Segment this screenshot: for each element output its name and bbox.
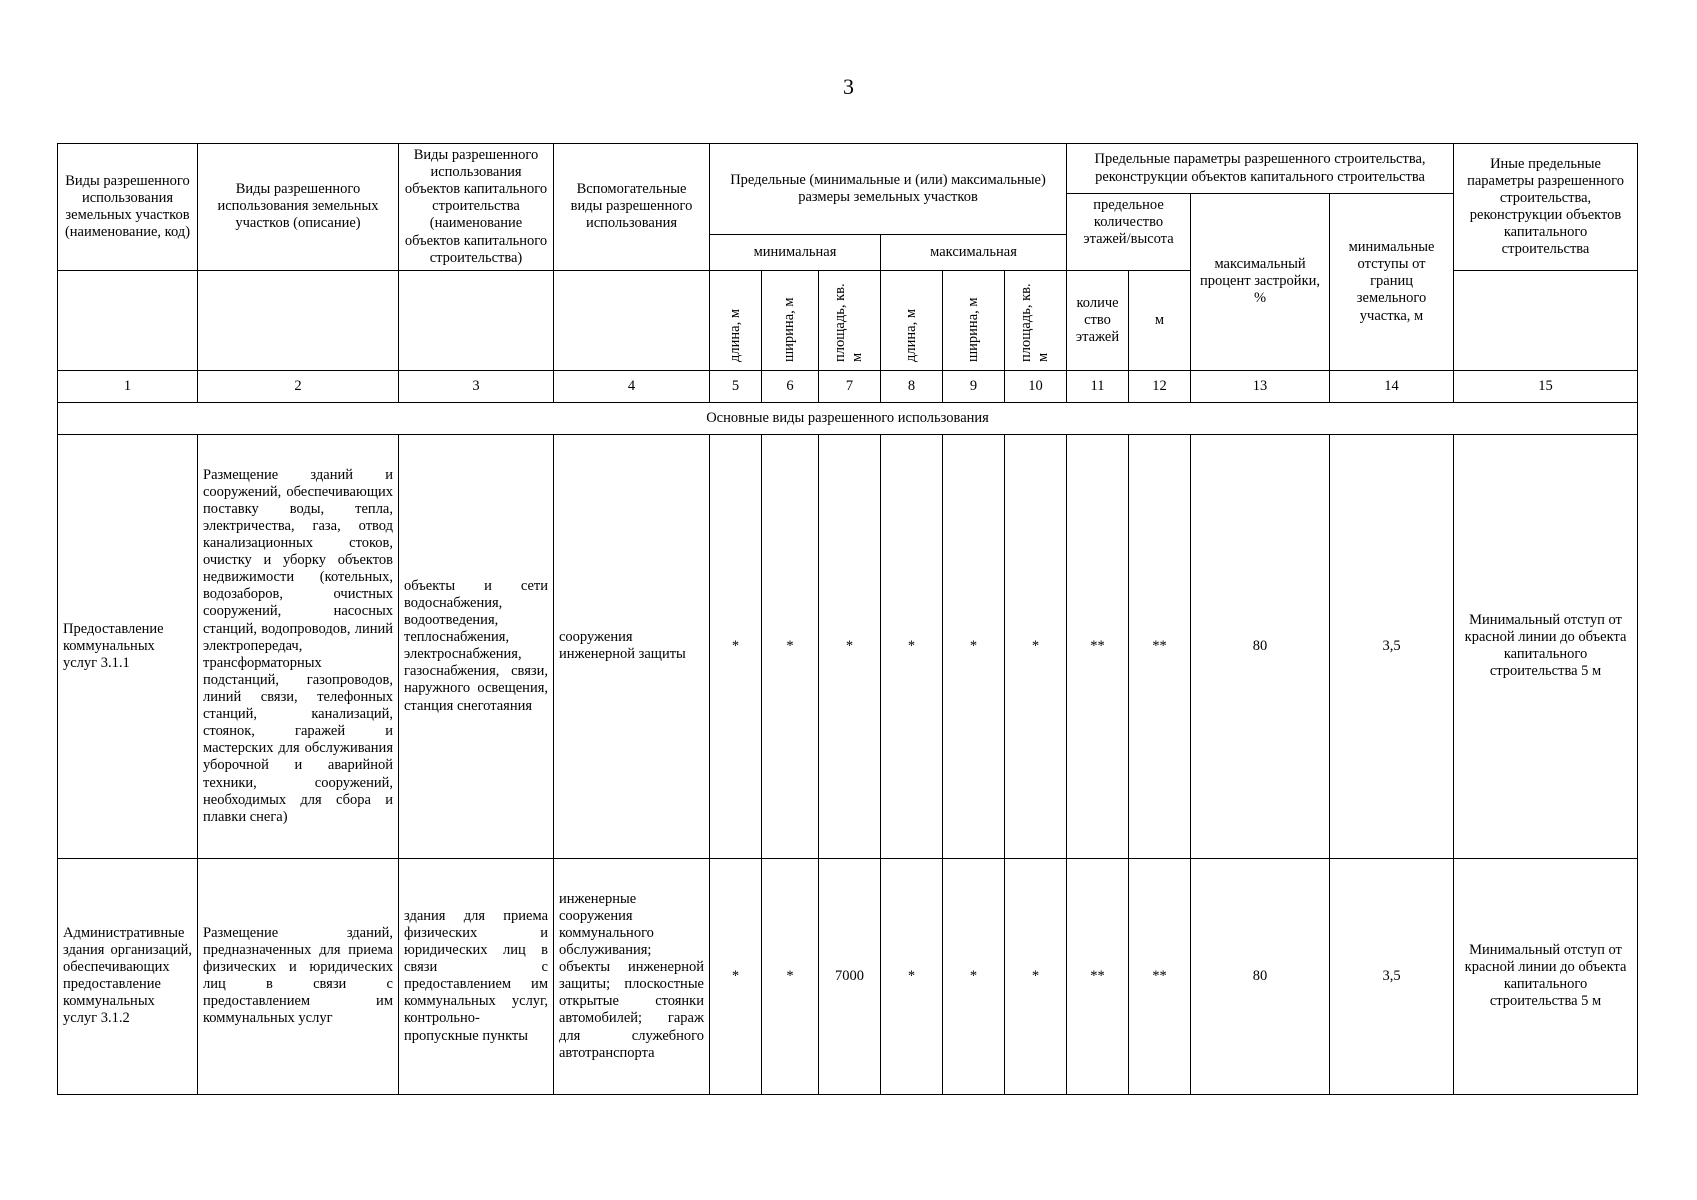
header-max-width: ширина, м bbox=[943, 270, 1005, 370]
column-number: 9 bbox=[943, 370, 1005, 402]
header-max-length: длина, м bbox=[881, 270, 943, 370]
header-min-length: длина, м bbox=[710, 270, 762, 370]
row-max-percent: 80 bbox=[1191, 858, 1330, 1094]
header-min-offsets: минимальные отступы от границ земельного участка, м bbox=[1330, 194, 1454, 371]
header-maximal: максимальная bbox=[881, 234, 1067, 270]
column-number: 5 bbox=[710, 370, 762, 402]
header-land-use-description: Виды разрешенного использования земельных участков (описание) bbox=[198, 144, 399, 271]
row-height: ** bbox=[1129, 434, 1191, 858]
row-max-width: * bbox=[943, 858, 1005, 1094]
header-floors-count: количе ство этажей bbox=[1067, 270, 1129, 370]
header-auxiliary-use: Вспомогательные виды разрешенного использования bbox=[554, 144, 710, 271]
row-name: Административные здания организаций, обеспечивающих предоставление коммунальных услуг 3.1.2 bbox=[58, 858, 198, 1094]
column-number: 3 bbox=[399, 370, 554, 402]
row-min-width: * bbox=[762, 858, 819, 1094]
column-number: 15 bbox=[1454, 370, 1638, 402]
column-number: 10 bbox=[1005, 370, 1067, 402]
row-floors: ** bbox=[1067, 434, 1129, 858]
row-objects: здания для приема физических и юридических лиц в связи с предоставлением им коммунальных услуг, контрольно-пропускные пункты bbox=[399, 858, 554, 1094]
row-max-area: * bbox=[1005, 858, 1067, 1094]
row-offset: 3,5 bbox=[1330, 434, 1454, 858]
row-auxiliary: инженерные сооружения коммунального обслуживания; объекты инженерной защиты; плоскостные открытые стоянки автомобилей; гараж для служебного автотранспорта bbox=[554, 858, 710, 1094]
header-max-percent: максимальный процент застройки, % bbox=[1191, 194, 1330, 371]
page-number: 3 bbox=[843, 74, 854, 99]
row-name: Предоставление коммунальных услуг 3.1.1 bbox=[58, 434, 198, 858]
column-number: 12 bbox=[1129, 370, 1191, 402]
row-min-length: * bbox=[710, 858, 762, 1094]
table-row bbox=[58, 858, 1638, 1094]
row-min-length: * bbox=[710, 434, 762, 858]
column-number: 6 bbox=[762, 370, 819, 402]
row-objects: объекты и сети водоснабжения, водоотведения, теплоснабжения, электроснабжения, газоснабжения, связи, наружного освещения, станция снеготаяния bbox=[399, 434, 554, 858]
header-construction-use: Виды разрешенного использования объектов капитального строительства (наименование объектов капитального строительства) bbox=[399, 144, 554, 271]
column-number: 14 bbox=[1330, 370, 1454, 402]
section-title: Основные виды разрешенного использования bbox=[58, 402, 1638, 434]
header-min-width: ширина, м bbox=[762, 270, 819, 370]
column-number: 4 bbox=[554, 370, 710, 402]
column-numbers-row bbox=[58, 370, 1638, 402]
row-max-length: * bbox=[881, 858, 943, 1094]
row-min-area: * bbox=[819, 434, 881, 858]
row-auxiliary: сооружения инженерной защиты bbox=[554, 434, 710, 858]
header-land-use-name: Виды разрешенного использования земельных участков (наименование, код) bbox=[58, 144, 198, 271]
row-description: Размещение зданий и сооружений, обеспечивающих поставку воды, тепла, электричества, газа, отвод канализационных стоков, очистку и уборку объектов недвижимости (котельных, водозаборов, очистных сооружений, насосных станций, водопроводов, линий электропередач, трансформаторных подстанций, газопроводов, линий связи, телефонных станций, канализаций, стоянок, гаражей и мастерских для обслуживания уборочной и аварийной техники, сооружений, необходимых для сбора и плавки снега) bbox=[198, 434, 399, 858]
regulations-table bbox=[57, 143, 1638, 1095]
header-minimal: минимальная bbox=[710, 234, 881, 270]
column-number: 2 bbox=[198, 370, 399, 402]
header-height-meters: м bbox=[1129, 270, 1191, 370]
row-height: ** bbox=[1129, 858, 1191, 1094]
row-max-length: * bbox=[881, 434, 943, 858]
row-min-area: 7000 bbox=[819, 858, 881, 1094]
row-other: Минимальный отступ от красной линии до объекта капитального строительства 5 м bbox=[1454, 434, 1638, 858]
row-floors: ** bbox=[1067, 858, 1129, 1094]
header-other-limits: Иные предельные параметры разрешенного строительства, реконструкции объектов капитального строительства bbox=[1454, 144, 1638, 271]
row-other: Минимальный отступ от красной линии до объекта капитального строительства 5 м bbox=[1454, 858, 1638, 1094]
header-max-area: площадь, кв. м bbox=[1005, 270, 1067, 370]
row-max-area: * bbox=[1005, 434, 1067, 858]
column-number: 13 bbox=[1191, 370, 1330, 402]
row-min-width: * bbox=[762, 434, 819, 858]
header-floors-height: предельное количество этажей/высота bbox=[1067, 194, 1191, 271]
column-number: 11 bbox=[1067, 370, 1129, 402]
header-construction-limits: Предельные параметры разрешенного строительства, реконструкции объектов капитального строительства bbox=[1067, 144, 1454, 194]
column-number: 8 bbox=[881, 370, 943, 402]
header-min-area: площадь, кв. м bbox=[819, 270, 881, 370]
row-offset: 3,5 bbox=[1330, 858, 1454, 1094]
column-number: 7 bbox=[819, 370, 881, 402]
table-row bbox=[58, 434, 1638, 858]
row-max-percent: 80 bbox=[1191, 434, 1330, 858]
row-max-width: * bbox=[943, 434, 1005, 858]
header-land-size-limits: Предельные (минимальные и (или) максимальные) размеры земельных участков bbox=[710, 144, 1067, 235]
row-description: Размещение зданий, предназначенных для приема физических и юридических лиц в связи с предоставлением им коммунальных услуг bbox=[198, 858, 399, 1094]
column-number: 1 bbox=[58, 370, 198, 402]
